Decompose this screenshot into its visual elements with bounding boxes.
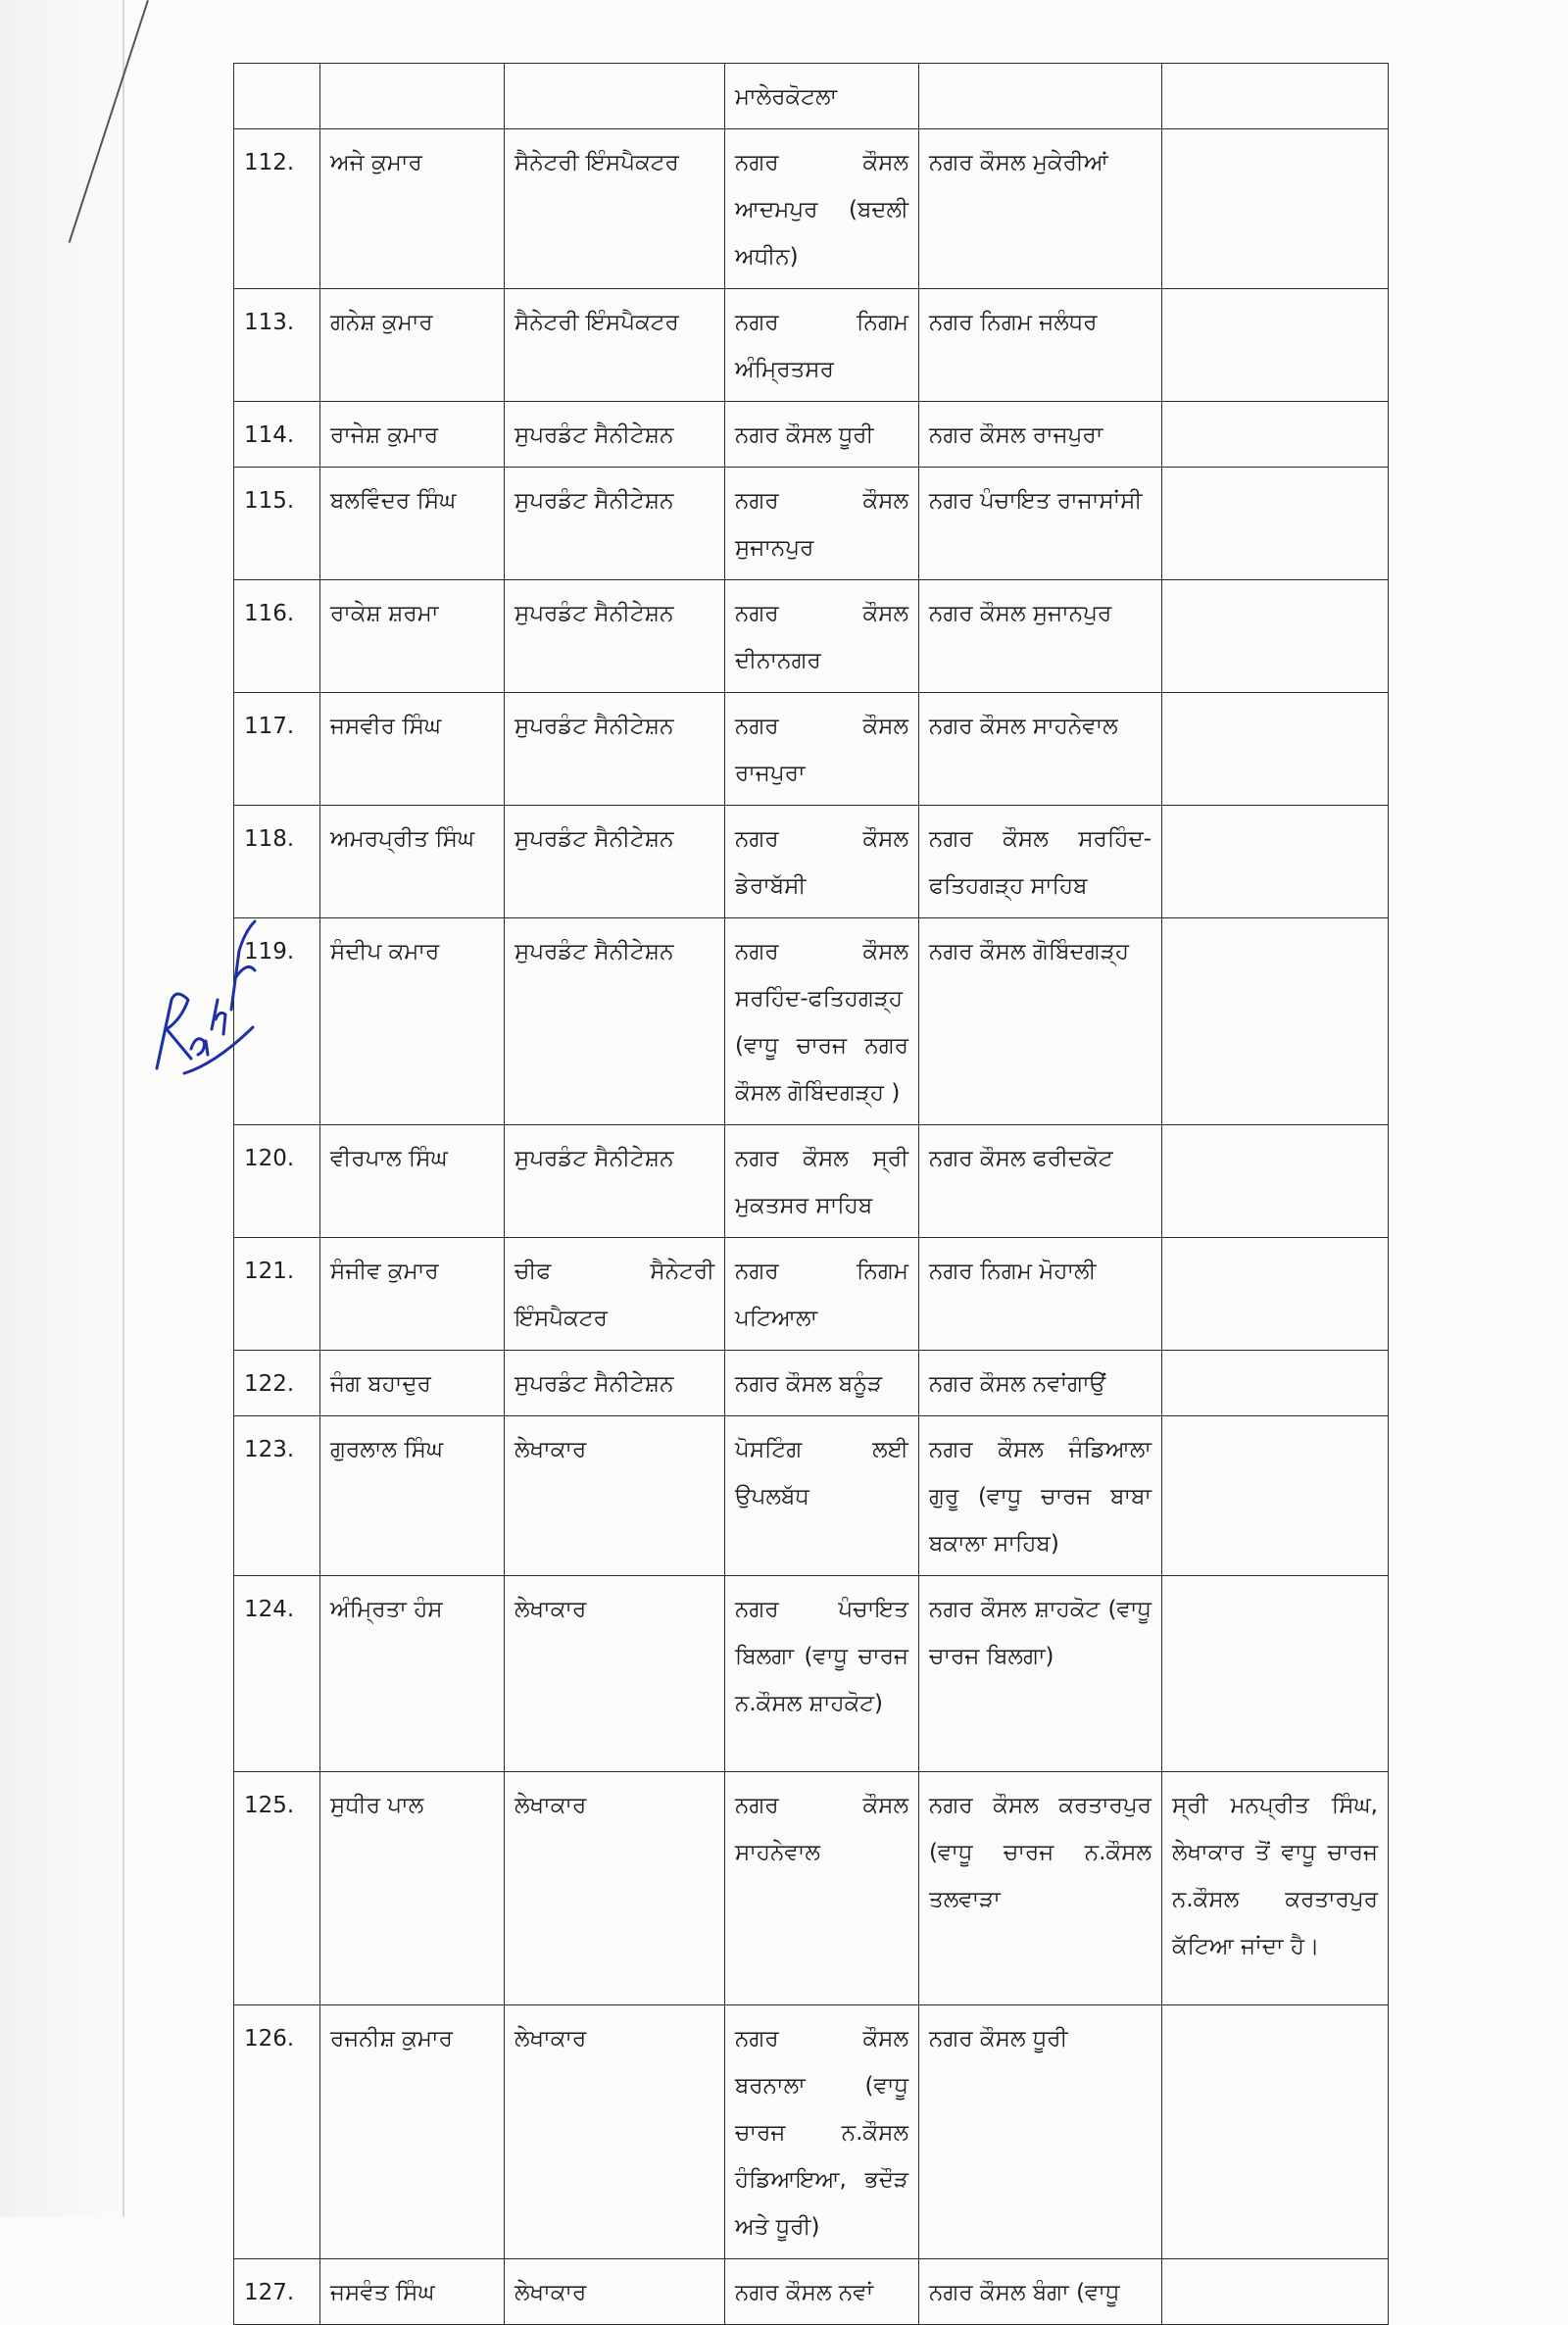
table-body [234, 64, 1389, 2325]
new-posting: ਨਗਰ ਕੌਸਲ ਬੰਗਾ (ਵਾਧੂ [919, 2259, 1162, 2325]
serial-number: 126. [234, 2005, 320, 2259]
table-row [234, 1238, 1389, 1351]
new-posting: ਨਗਰ ਕੌਸਲ ਰਾਜਪੁਰਾ [919, 402, 1162, 468]
remarks [1162, 1416, 1389, 1576]
employee-name: ਅਜੇ ਕੁਮਾਰ [320, 129, 505, 289]
new-posting: ਨਗਰ ਨਿਗਮ ਜਲੰਧਰ [919, 289, 1162, 402]
table-row [234, 289, 1389, 402]
serial-number: 116. [234, 580, 320, 693]
new-posting: ਨਗਰ ਕੌਸਲ ਜੰਡਿਆਲਾ ਗੁਰੂ (ਵਾਧੂ ਚਾਰਜ ਬਾਬਾ ਬਕਾਲਾ ਸਾਹਿਬ) [919, 1416, 1162, 1576]
new-posting: ਨਗਰ ਕੌਸਲ ਗੋਬਿੰਦਗੜ੍ਹ [919, 918, 1162, 1125]
remarks [1162, 468, 1389, 580]
new-posting: ਨਗਰ ਕੌਸਲ ਸੁਜਾਨਪੁਰ [919, 580, 1162, 693]
designation: ਸੁਪਰਡੰਟ ਸੈਨੀਟੇਸ਼ਨ [505, 468, 725, 580]
present-posting: ਪੋਸਟਿੰਗ ਲਈ ਉਪਲਬੱਧ [725, 1416, 919, 1576]
designation: ਸੁਪਰਡੰਟ ਸੈਨੀਟੇਸ਼ਨ [505, 806, 725, 918]
serial-number: 124. [234, 1576, 320, 1772]
table-row [234, 918, 1389, 1125]
new-posting [919, 64, 1162, 129]
remarks [1162, 2259, 1389, 2325]
table-row [234, 2259, 1389, 2325]
serial-number [234, 64, 320, 129]
table-row [234, 1125, 1389, 1238]
designation: ਚੀਫ ਸੈਨੇਟਰੀ ਇੰਸਪੈਕਟਰ [505, 1238, 725, 1351]
table-row [234, 806, 1389, 918]
serial-number: 121. [234, 1238, 320, 1351]
new-posting: ਨਗਰ ਕੌਸਲ ਕਰਤਾਰਪੁਰ (ਵਾਧੂ ਚਾਰਜ ਨ.ਕੌਸਲ ਤਲਵਾੜਾ [919, 1772, 1162, 2005]
designation: ਸੁਪਰਡੰਟ ਸੈਨੀਟੇਸ਼ਨ [505, 402, 725, 468]
new-posting: ਨਗਰ ਪੰਚਾਇਤ ਰਾਜਾਸਾਂਸੀ [919, 468, 1162, 580]
present-posting: ਨਗਰ ਕੌਸਲ ਸਰਹਿੰਦ-ਫਤਿਹਗੜ੍ਹ (ਵਾਧੂ ਚਾਰਜ ਨਗਰ ਕੌਸਲ ਗੋਬਿੰਦਗੜ੍ਹ ) [725, 918, 919, 1125]
serial-number: 114. [234, 402, 320, 468]
designation: ਲੇਖਾਕਾਰ [505, 1772, 725, 2005]
serial-number: 120. [234, 1125, 320, 1238]
table-row [234, 129, 1389, 289]
employee-name: ਸੰਦੀਪ ਕਮਾਰ [320, 918, 505, 1125]
page-shadow-edge [0, 0, 125, 2217]
serial-number: 127. [234, 2259, 320, 2325]
employee-name [320, 64, 505, 129]
present-posting: ਨਗਰ ਕੌਸਲ ਨਵਾਂ [725, 2259, 919, 2325]
designation: ਸੁਪਰਡੰਟ ਸੈਨੀਟੇਸ਼ਨ [505, 918, 725, 1125]
remarks [1162, 806, 1389, 918]
new-posting: ਨਗਰ ਕੌਸਲ ਫਰੀਦਕੋਟ [919, 1125, 1162, 1238]
designation: ਸੈਨੇਟਰੀ ਇੰਸਪੈਕਟਰ [505, 129, 725, 289]
designation: ਲੇਖਾਕਾਰ [505, 2259, 725, 2325]
employee-name: ਬਲਵਿੰਦਰ ਸਿੰਘ [320, 468, 505, 580]
remarks [1162, 1125, 1389, 1238]
employee-name: ਰਜਨੀਸ਼ ਕੁਮਾਰ [320, 2005, 505, 2259]
remarks [1162, 1238, 1389, 1351]
employee-name: ਅੰਮ੍ਰਿਤਾ ਹੰਸ [320, 1576, 505, 1772]
serial-number: 123. [234, 1416, 320, 1576]
remarks [1162, 129, 1389, 289]
page-fold-line [122, 0, 124, 2217]
remarks [1162, 918, 1389, 1125]
table-row [234, 1351, 1389, 1416]
new-posting: ਨਗਰ ਕੌਸਲ ਨਵਾਂਗਾਉਂ [919, 1351, 1162, 1416]
employee-name: ਜੰਗ ਬਹਾਦੁਰ [320, 1351, 505, 1416]
present-posting: ਨਗਰ ਨਿਗਮ ਪਟਿਆਲਾ [725, 1238, 919, 1351]
serial-number: 118. [234, 806, 320, 918]
designation: ਸੁਪਰਡੰਟ ਸੈਨੀਟੇਸ਼ਨ [505, 693, 725, 806]
designation: ਸੁਪਰਡੰਟ ਸੈਨੀਟੇਸ਼ਨ [505, 580, 725, 693]
serial-number: 117. [234, 693, 320, 806]
serial-number: 125. [234, 1772, 320, 2005]
designation: ਲੇਖਾਕਾਰ [505, 1576, 725, 1772]
serial-number: 119. [234, 918, 320, 1125]
designation: ਸੈਨੇਟਰੀ ਇੰਸਪੈਕਟਰ [505, 289, 725, 402]
employee-name: ਸੰਜੀਵ ਕੁਮਾਰ [320, 1238, 505, 1351]
table-row [234, 693, 1389, 806]
remarks [1162, 64, 1389, 129]
serial-number: 112. [234, 129, 320, 289]
table-row [234, 402, 1389, 468]
present-posting: ਨਗਰ ਪੰਚਾਇਤ ਬਿਲਗਾ (ਵਾਧੂ ਚਾਰਜ ਨ.ਕੌਸਲ ਸ਼ਾਹਕੋਟ) [725, 1576, 919, 1772]
employee-name: ਰਾਜੇਸ਼ ਕੁਮਾਰ [320, 402, 505, 468]
table-row [234, 468, 1389, 580]
serial-number: 113. [234, 289, 320, 402]
table-row [234, 1576, 1389, 1772]
present-posting: ਨਗਰ ਕੌਸਲ ਆਦਮਪੁਰ (ਬਦਲੀ ਅਧੀਨ) [725, 129, 919, 289]
present-posting: ਮਾਲੇਰਕੋਟਲਾ [725, 64, 919, 129]
present-posting: ਨਗਰ ਕੌਸਲ ਧੂਰੀ [725, 402, 919, 468]
designation: ਸੁਪਰਡੰਟ ਸੈਨੀਟੇਸ਼ਨ [505, 1125, 725, 1238]
table-row [234, 1416, 1389, 1576]
table-row [234, 64, 1389, 129]
serial-number: 122. [234, 1351, 320, 1416]
present-posting: ਨਗਰ ਕੌਸਲ ਦੀਨਾਨਗਰ [725, 580, 919, 693]
present-posting: ਨਗਰ ਕੌਸਲ ਬਨੂੰੜ [725, 1351, 919, 1416]
remarks [1162, 1351, 1389, 1416]
remarks [1162, 2005, 1389, 2259]
present-posting: ਨਗਰ ਕੌਸਲ ਬਰਨਾਲਾ (ਵਾਧੂ ਚਾਰਜ ਨ.ਕੌਸਲ ਹੰਡਿਆਇਆ, ਭਦੌੜ ਅਤੇ ਧੂਰੀ) [725, 2005, 919, 2259]
designation: ਸੁਪਰਡੰਟ ਸੈਨੀਟੇਸ਼ਨ [505, 1351, 725, 1416]
new-posting: ਨਗਰ ਕੌਸਲ ਮੁਕੇਰੀਆਂ [919, 129, 1162, 289]
present-posting: ਨਗਰ ਕੌਸਲ ਸ੍ਰੀ ਮੁਕਤਸਰ ਸਾਹਿਬ [725, 1125, 919, 1238]
remarks [1162, 693, 1389, 806]
new-posting: ਨਗਰ ਕੌਸਲ ਧੂਰੀ [919, 2005, 1162, 2259]
present-posting: ਨਗਰ ਨਿਗਮ ਅੰਮ੍ਰਿਤਸਰ [725, 289, 919, 402]
transfer-order-table [233, 63, 1389, 2325]
remarks [1162, 1576, 1389, 1772]
employee-name: ਜਸਵੰਤ ਸਿੰਘ [320, 2259, 505, 2325]
employee-name: ਰਾਕੇਸ਼ ਸ਼ਰਮਾ [320, 580, 505, 693]
employee-name: ਅਮਰਪ੍ਰੀਤ ਸਿੰਘ [320, 806, 505, 918]
serial-number: 115. [234, 468, 320, 580]
designation [505, 64, 725, 129]
remarks: ਸ੍ਰੀ ਮਨਪ੍ਰੀਤ ਸਿੰਘ, ਲੇਖਾਕਾਰ ਤੋਂ ਵਾਧੂ ਚਾਰਜ ਨ.ਕੌਸਲ ਕਰਤਾਰਪੁਰ ਕੱਟਿਆ ਜਾਂਦਾ ਹੈ। [1162, 1772, 1389, 2005]
handwritten-signature [137, 863, 265, 1088]
employee-name: ਗਨੇਸ਼ ਕੁਮਾਰ [320, 289, 505, 402]
new-posting: ਨਗਰ ਨਿਗਮ ਮੋਹਾਲੀ [919, 1238, 1162, 1351]
table-row [234, 2005, 1389, 2259]
employee-name: ਜਸਵੀਰ ਸਿੰਘ [320, 693, 505, 806]
new-posting: ਨਗਰ ਕੌਸਲ ਸਾਹਨੇਵਾਲ [919, 693, 1162, 806]
remarks [1162, 402, 1389, 468]
remarks [1162, 580, 1389, 693]
designation: ਲੇਖਾਕਾਰ [505, 2005, 725, 2259]
new-posting: ਨਗਰ ਕੌਸਲ ਸ਼ਾਹਕੋਟ (ਵਾਧੂ ਚਾਰਜ ਬਿਲਗਾ) [919, 1576, 1162, 1772]
designation: ਲੇਖਾਕਾਰ [505, 1416, 725, 1576]
present-posting: ਨਗਰ ਕੌਸਲ ਸੁਜਾਨਪੁਰ [725, 468, 919, 580]
present-posting: ਨਗਰ ਕੌਸਲ ਰਾਜਪੁਰਾ [725, 693, 919, 806]
employee-name: ਗੁਰਲਾਲ ਸਿੰਘ [320, 1416, 505, 1576]
table-row [234, 580, 1389, 693]
present-posting: ਨਗਰ ਕੌਸਲ ਡੇਰਾਬੱਸੀ [725, 806, 919, 918]
remarks [1162, 289, 1389, 402]
new-posting: ਨਗਰ ਕੌਸਲ ਸਰਹਿੰਦ-ਫਤਿਹਗੜ੍ਹ ਸਾਹਿਬ [919, 806, 1162, 918]
present-posting: ਨਗਰ ਕੌਸਲ ਸਾਹਨੇਵਾਲ [725, 1772, 919, 2005]
employee-name: ਸੁਧੀਰ ਪਾਲ [320, 1772, 505, 2005]
employee-name: ਵੀਰਪਾਲ ਸਿੰਘ [320, 1125, 505, 1238]
table-row [234, 1772, 1389, 2005]
